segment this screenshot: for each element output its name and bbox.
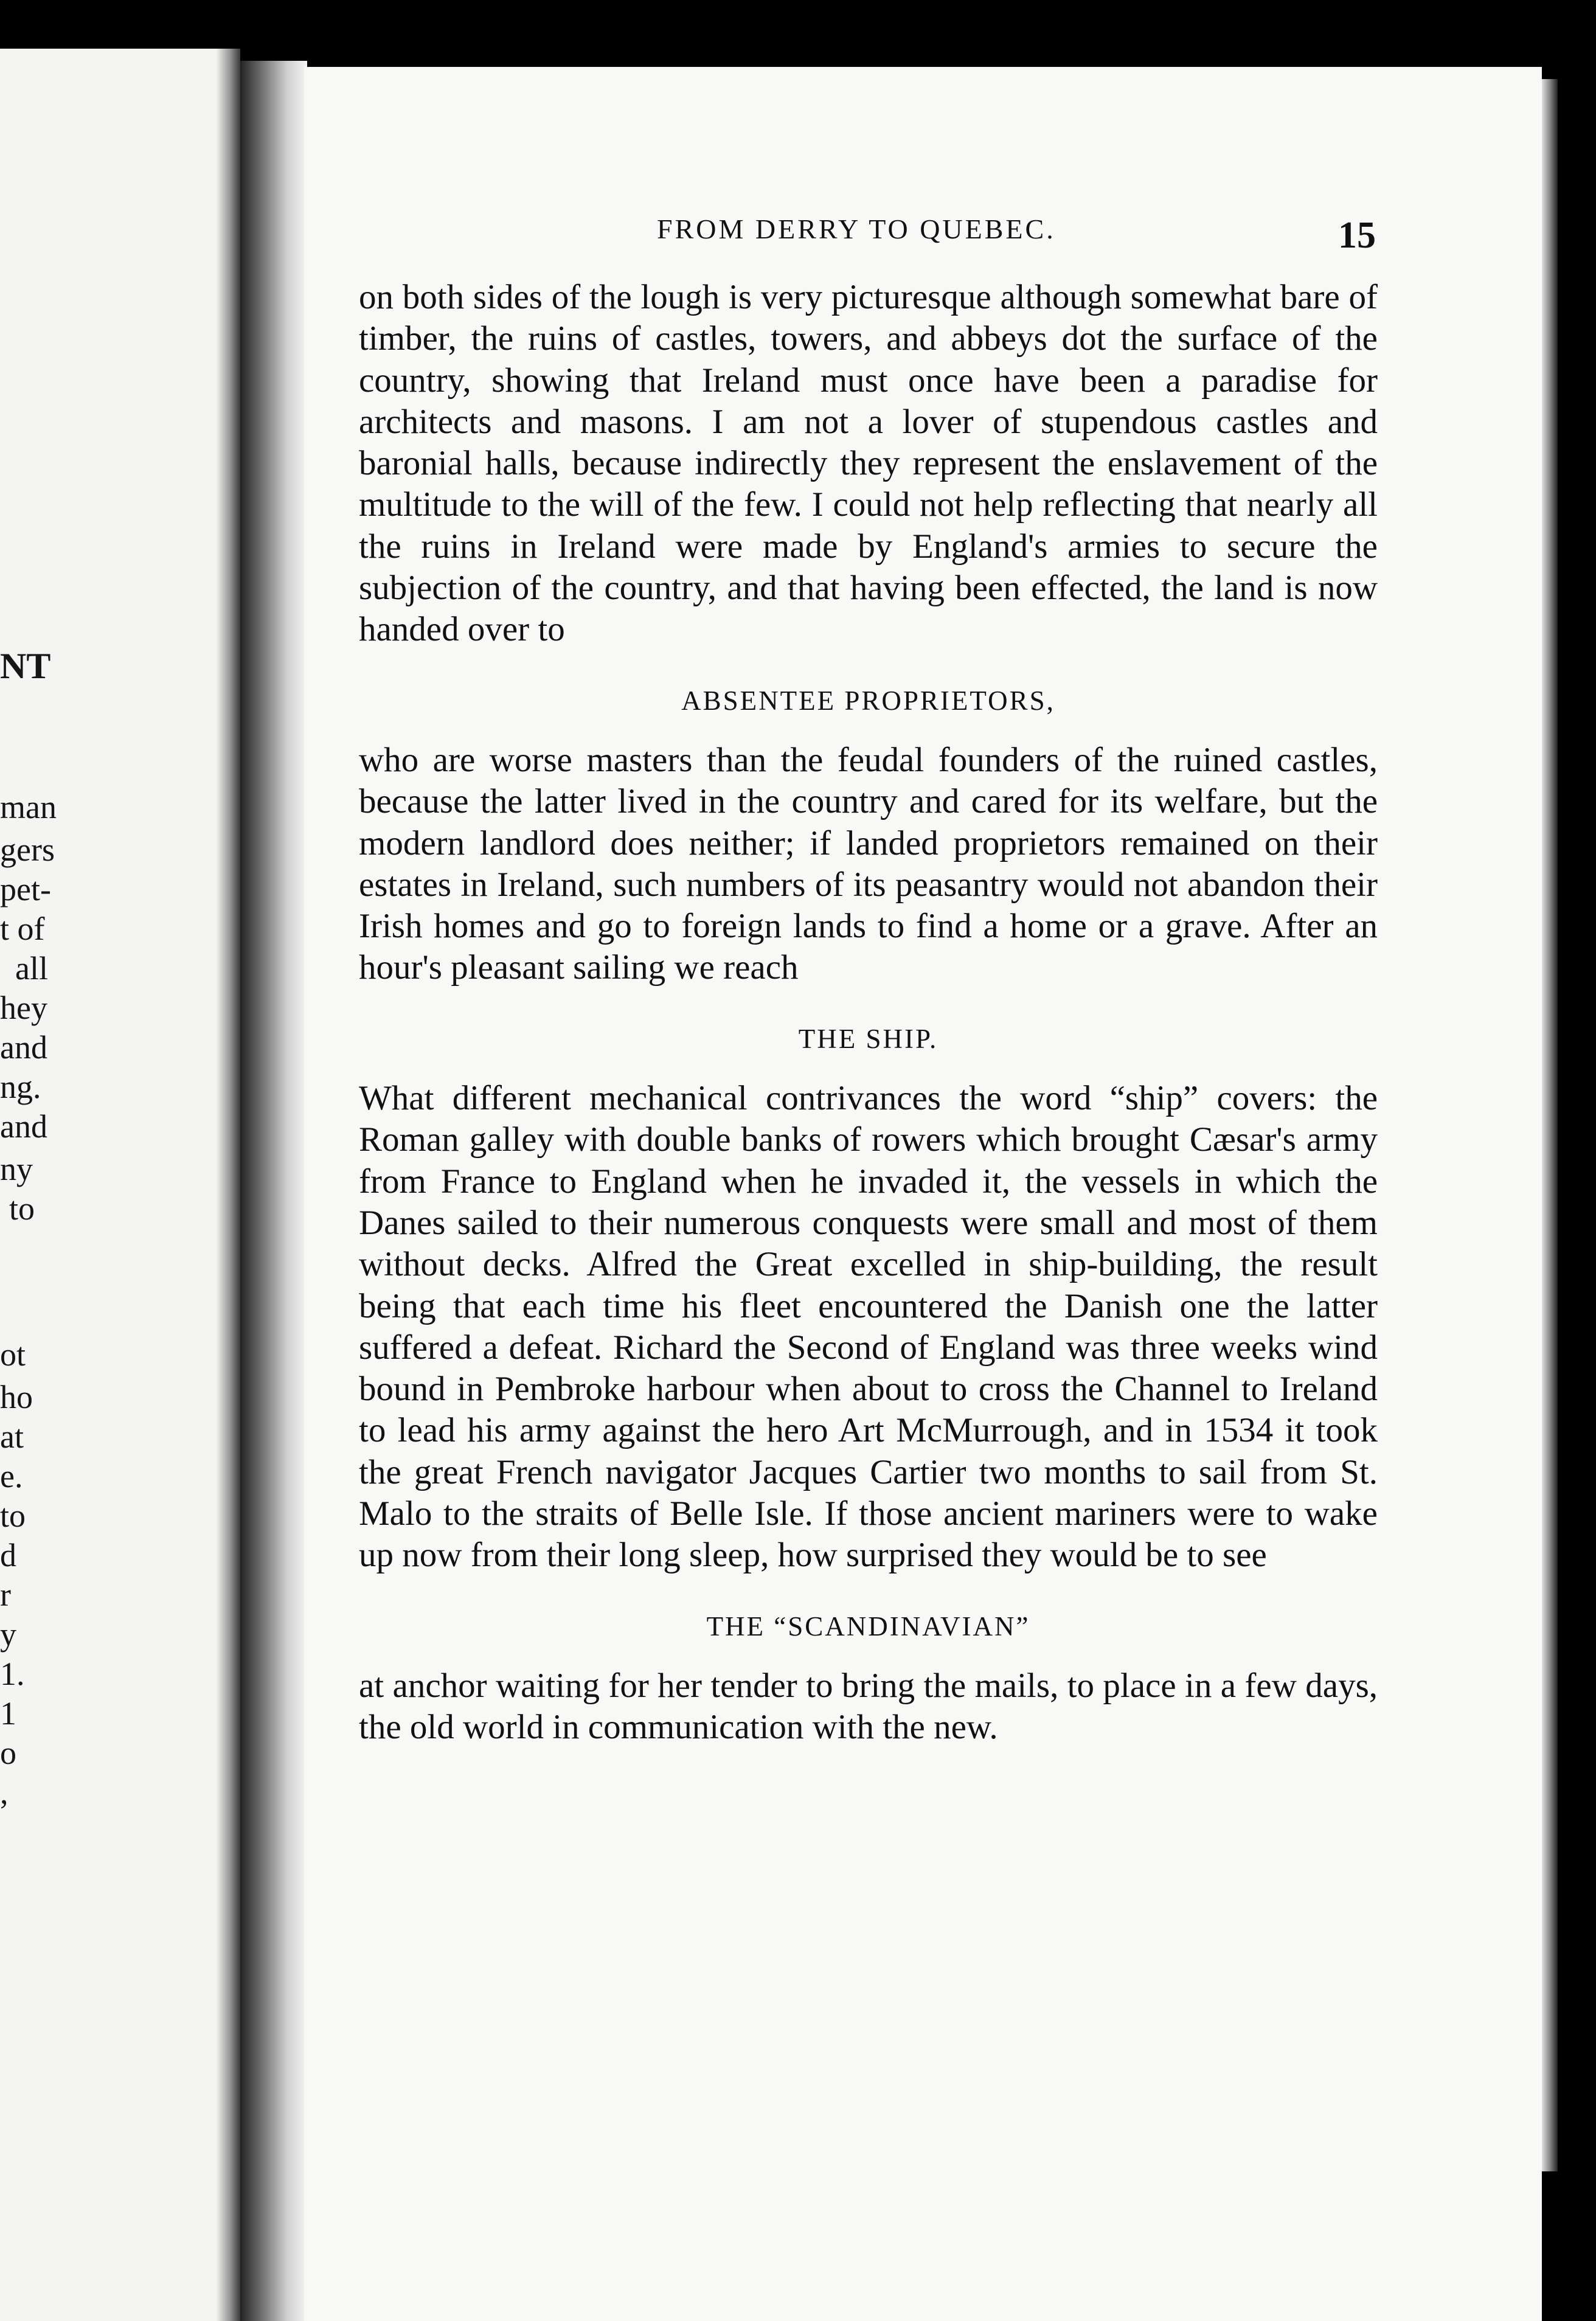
left-page-fragment: e. bbox=[0, 1458, 23, 1494]
left-page-fragment: o bbox=[0, 1735, 16, 1771]
left-page-fragment: gers bbox=[0, 831, 55, 868]
left-page-fragment: , bbox=[0, 1774, 9, 1811]
section-heading: THE “SCANDINAVIAN” bbox=[706, 1611, 1030, 1642]
left-page-fragment: to bbox=[0, 1497, 26, 1534]
left-page-fragment: pet- bbox=[0, 871, 51, 907]
left-page-fragment: 1 bbox=[0, 1695, 16, 1732]
left-page-fragment: ng. bbox=[0, 1069, 41, 1105]
left-page-fragment: 1. bbox=[0, 1656, 25, 1692]
left-page-fragment: d bbox=[0, 1537, 16, 1573]
left-page-fragment: ot bbox=[0, 1336, 26, 1373]
section-heading: ABSENTEE PROPRIETORS, bbox=[681, 685, 1055, 716]
left-facing-page bbox=[0, 49, 240, 2321]
left-page-fragment: at bbox=[0, 1418, 24, 1455]
left-page-fragment: NT bbox=[0, 646, 51, 686]
section-heading: THE SHIP. bbox=[798, 1023, 939, 1054]
left-page-fragment: r bbox=[0, 1577, 11, 1613]
book-spine-shadow bbox=[240, 61, 307, 2321]
left-page-fragment: and bbox=[0, 1029, 47, 1066]
left-page-fragment: ho bbox=[0, 1379, 33, 1415]
paragraph: What different mechanical contrivances the word “ship” covers: the Roman galley with double banks of rowers which brought Cæsar's army from France to England when he invaded it, the vessels in which the Danes sailed to their numerous conquests were small and most of them without decks. Alfred the Great excelled in ship-building, the result being that each time his fleet encountered the Danish one the latter suffered a defeat. Richard the Second of England was three weeks wind bound in Pembroke harbour when about to cross the Channel to Ireland to lead his army against the hero Art McMurrough, and in 1534 it took the great French navigator Jacques Cartier two months to sail from St. Malo to the straits of Belle Isle. If those ancient mariners were to wake up now from their long sleep, how surprised they would be to see bbox=[359, 1079, 1378, 1575]
left-page-fragment: hey bbox=[0, 990, 47, 1026]
body-text bbox=[359, 277, 1378, 1749]
left-page-fragment: to bbox=[9, 1190, 35, 1227]
running-head: FROM DERRY TO QUEBEC. bbox=[657, 213, 1056, 245]
left-page-fragment: man bbox=[0, 789, 57, 825]
paragraph: who are worse masters than the feudal founders of the ruined castles, because the latter lived in the country and cared for its welfare, but the modern landlord does neither; if landed proprietors remained on their estates in Ireland, such numbers of its peasantry would not abandon their Irish homes and go to foreign lands to find a home or a grave. After an hour's pleasant sailing we reach bbox=[359, 740, 1378, 987]
left-page-fragment: all bbox=[15, 950, 48, 987]
left-page-fragment: y bbox=[0, 1616, 16, 1653]
paragraph: on both sides of the lough is very picturesque although somewhat bare of timber, the ruins of castles, towers, and abbeys dot the surface of the country, showing that Ireland must once have been a paradise for architects and masons. I am not a lover of stupendous castles and baronial halls, because indirectly they represent the enslavement of the multitude to the will of the few. I could not help reflecting that nearly all the ruins in Ireland were made by England's armies to secure the subjection of the country, and that having been effected, the land is now handed over to bbox=[359, 278, 1378, 649]
page-edge-shadow bbox=[1542, 79, 1558, 2171]
left-page-fragment: ny bbox=[0, 1151, 33, 1187]
paragraph: at anchor waiting for her tender to bring the mails, to place in a few days, the old world in communication with the new. bbox=[359, 1666, 1378, 1747]
left-page-gutter-shadow bbox=[216, 49, 240, 2321]
page-number: 15 bbox=[1338, 215, 1376, 256]
left-page-fragment: t of bbox=[0, 911, 45, 947]
left-page-fragment: and bbox=[0, 1108, 47, 1145]
